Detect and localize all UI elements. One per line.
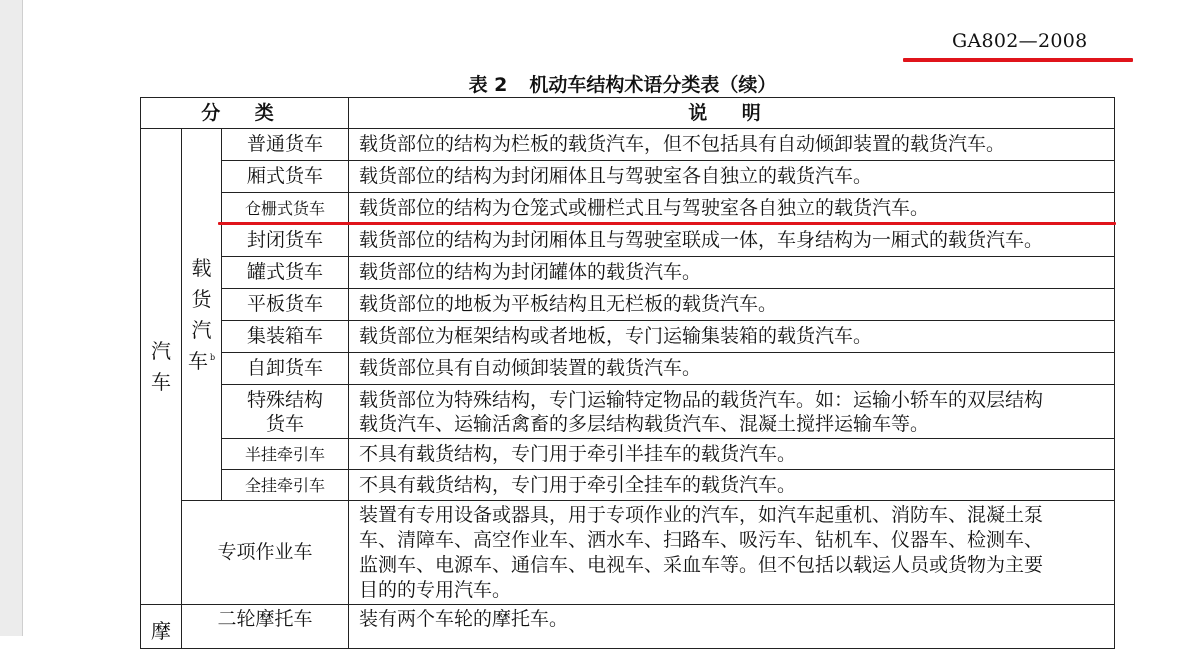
row-name: 半挂牵引车: [221, 438, 349, 470]
red-underline-row: [218, 222, 1116, 225]
row-desc-motorcycle: 装有两个车轮的摩托车。: [348, 604, 1115, 649]
group-motorcycle: [140, 604, 182, 649]
row-desc: 载货部位的结构为栏板的载货汽车，但不包括具有自动倾卸装置的载货汽车。: [348, 128, 1115, 161]
row-desc: 载货部位具有自动倾卸装置的载货汽车。: [348, 352, 1115, 385]
row-name: 仓栅式货车: [221, 192, 349, 225]
table-caption-number: 表 2: [468, 74, 508, 96]
row-name: 自卸货车: [221, 352, 349, 385]
group-motorcycle-label: 摩: [151, 619, 171, 643]
group-car: 汽 车: [140, 128, 182, 605]
row-name: 封闭货车: [221, 224, 349, 257]
header-description: 说 明: [348, 97, 1115, 129]
row-desc: 不具有载货结构，专门用于牵引半挂车的载货汽车。: [348, 438, 1115, 470]
table-caption-text: 机动车结构术语分类表（续）: [529, 74, 777, 96]
row-desc: 载货部位为特殊结构，专门运输特定物品的载货汽车。如：运输小轿车的双层结构 载货汽车、运输活禽畜的多层结构载货汽车、混凝土搅拌运输车等。: [348, 384, 1115, 439]
standard-number: GA802—2008: [952, 30, 1088, 52]
row-desc: 载货部位的结构为封闭厢体且与驾驶室联成一体，车身结构为一厢式的载货汽车。: [348, 224, 1115, 257]
row-desc-special-vehicle: 装置有专用设备或器具，用于专项作业的汽车，如汽车起重机、消防车、混凝土泵 车、清障车、高空作业车、洒水车、扫路车、吸污车、钻机车、仪器车、检测车、 监测车、电源车、通信车、电视车、采血车等。但不包括以载运人员或货物为主要 目的的专用汽车。: [348, 500, 1115, 605]
row-desc: 载货部位的结构为封闭厢体且与驾驶室各自独立的载货汽车。: [348, 160, 1115, 193]
row-desc: 载货部位为框架结构或者地板，专门运输集装箱的载货汽车。: [348, 320, 1115, 353]
row-desc: 载货部位的地板为平板结构且无栏板的载货汽车。: [348, 288, 1115, 321]
red-underline-standard: [903, 58, 1133, 62]
row-name: 平板货车: [221, 288, 349, 321]
row-name: 集装箱车: [221, 320, 349, 353]
table-caption: [0, 70, 1200, 97]
row-desc: 载货部位的结构为仓笼式或栅栏式且与驾驶室各自独立的载货汽车。: [348, 192, 1115, 225]
group-cargo-label: 载 货 汽 车: [187, 255, 212, 373]
row-name: 普通货车: [221, 128, 349, 161]
header-category: 分 类: [140, 97, 349, 129]
row-name-motorcycle: 二轮摩托车: [181, 604, 349, 649]
row-name: 特殊结构 货车: [221, 384, 349, 439]
row-desc: 载货部位的结构为封闭罐体的载货汽车。: [348, 256, 1115, 289]
row-name: 厢式货车: [221, 160, 349, 193]
group-cargo-vehicle: [181, 128, 222, 501]
row-desc: 不具有载货结构，专门用于牵引全挂车的载货汽车。: [348, 469, 1115, 501]
group-cargo-note: b: [209, 352, 216, 362]
row-name: 全挂牵引车: [221, 469, 349, 501]
row-name: 罐式货车: [221, 256, 349, 289]
row-name-special-vehicle: 专项作业车: [181, 500, 349, 605]
